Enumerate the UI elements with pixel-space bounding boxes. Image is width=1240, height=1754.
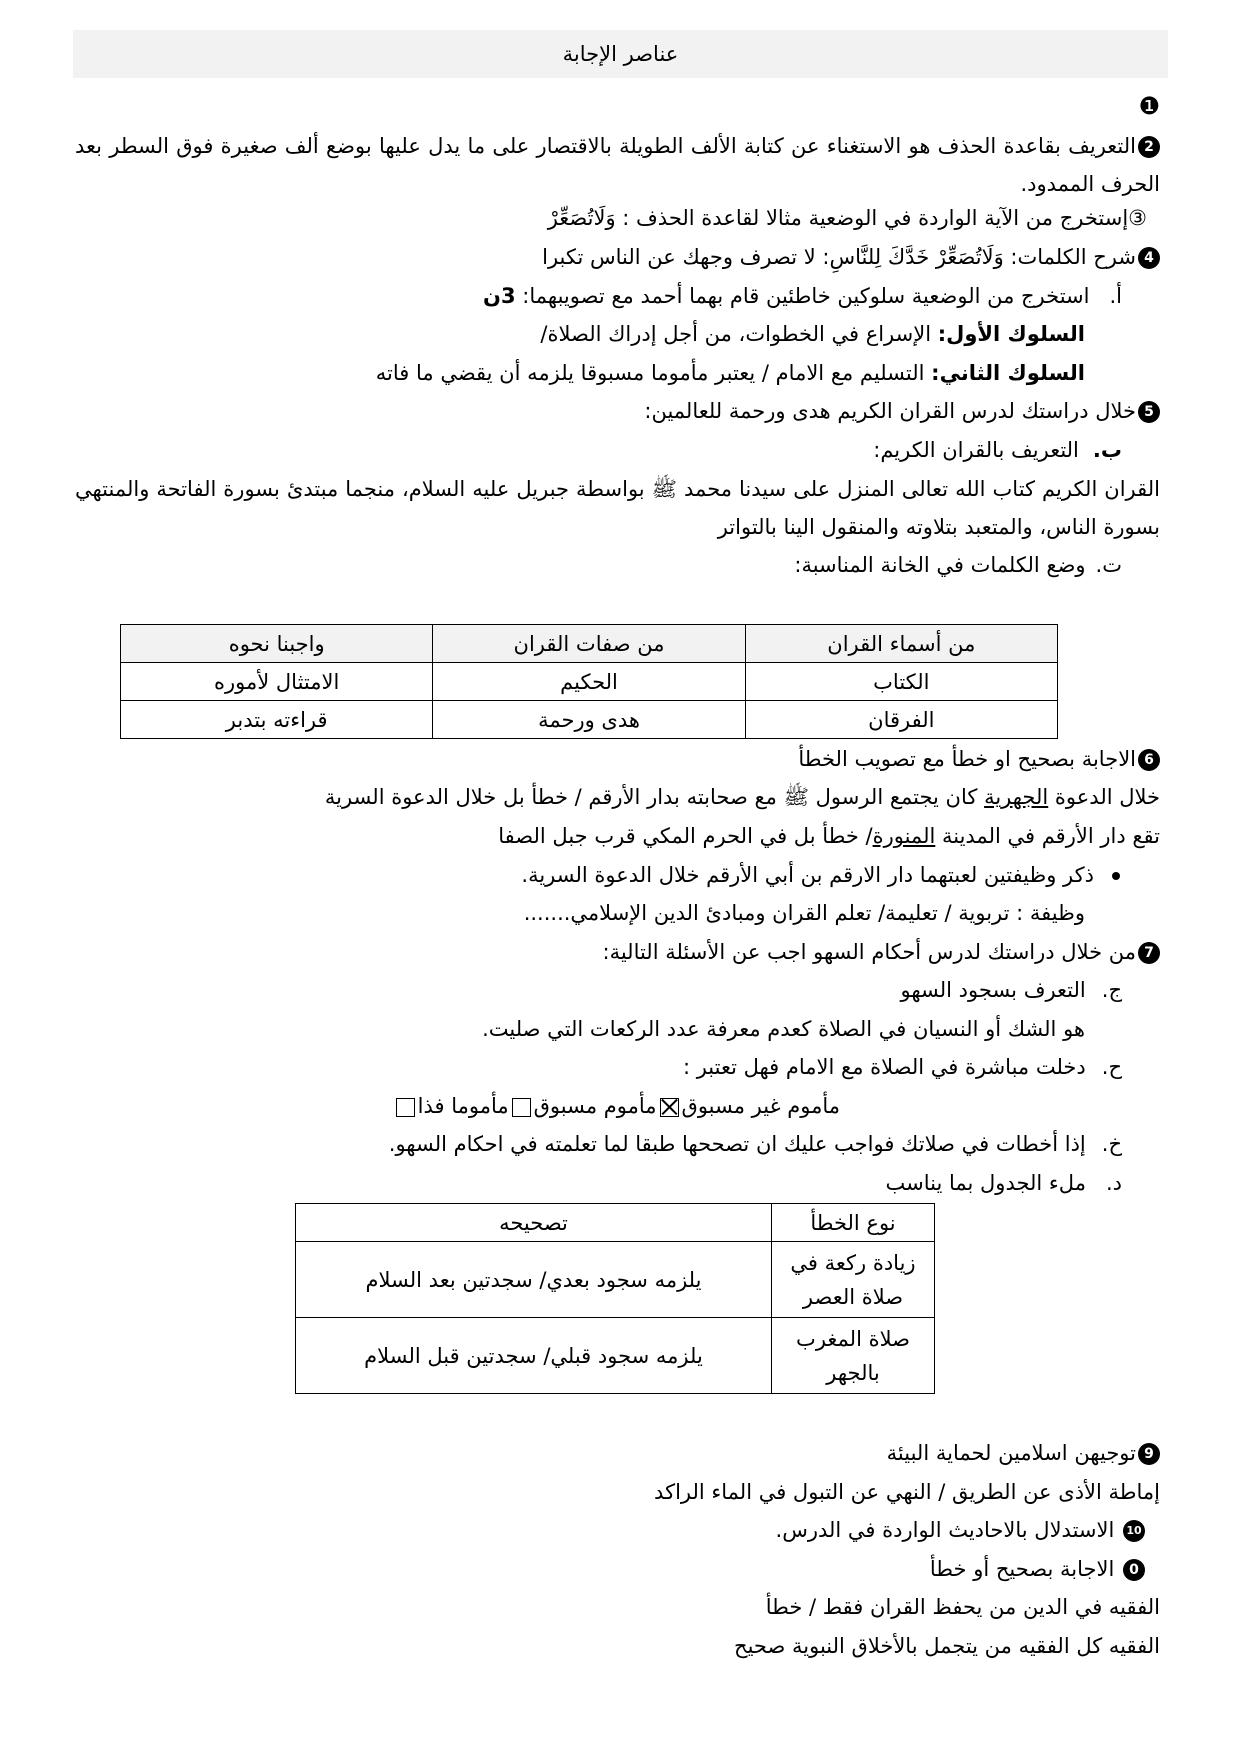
table-row <box>296 1242 935 1318</box>
table-header-row <box>121 625 1058 663</box>
question-5 <box>644 393 1160 429</box>
question-11-s2-text: الفقيه كل الفقيه من يتجمل بالأخلاق النبوية صحيح <box>734 1634 1160 1658</box>
question-1 <box>1138 88 1160 125</box>
question-7kh-text: إذا أخطات في صلاتك فواجب عليك ان تصححها طبقا لما تعلمته في احكام السهو. <box>388 1132 1086 1156</box>
question-2-marker: 2 <box>1138 136 1160 158</box>
question-5-text: خلال دراستك لدرس القران الكريم هدى ورحمة للعالمين: <box>644 399 1136 423</box>
question-4a-label: أ. <box>1109 284 1122 308</box>
table-header-cell: تصحيحه <box>296 1204 772 1242</box>
functions-line <box>524 895 1085 931</box>
statement-1 <box>325 779 1160 815</box>
bullet-item <box>521 857 1120 893</box>
table-cell: قراءته بتدبر <box>121 701 433 739</box>
question-7h-options <box>393 1088 840 1124</box>
table-cell: الفرقان <box>745 701 1057 739</box>
checkbox-icon[interactable] <box>396 1098 415 1117</box>
question-7-marker: 7 <box>1138 942 1160 964</box>
question-9 <box>887 1435 1160 1471</box>
quran-definition <box>75 470 1160 546</box>
question-7j-text: التعرف بسجود السهو <box>900 978 1086 1002</box>
question-1-marker: ❶ <box>1138 92 1160 120</box>
functions-text: وظيفة : تربوية / تعليمة/ تعلم القران ومبادئ الدين الإسلامي....... <box>523 901 1085 925</box>
question-11-s1 <box>766 1589 1160 1625</box>
option-latecomer: مأموم مسبوق <box>533 1094 657 1118</box>
question-5t <box>794 547 1122 583</box>
question-7h <box>683 1049 1122 1085</box>
question-11 <box>930 1551 1145 1587</box>
question-3-text: ③إستخرج من الآية الواردة في الوضعية مثالا لقاعدة الحذف : وَلَاتُصَعِّرْ <box>547 206 1147 230</box>
table-header-cell: من أسماء القران <box>745 625 1057 663</box>
statement-1-underlined: الجهرية <box>984 785 1049 809</box>
bullet-item-text: ذكر وظيفتين لعبتهما دار الارقم بن أبي الأرقم خلال الدعوة السرية. <box>521 863 1094 887</box>
question-2 <box>75 127 1160 203</box>
behavior-1 <box>540 316 1085 352</box>
question-7j <box>901 972 1122 1008</box>
question-4 <box>542 239 1160 275</box>
table-cell: الامتثال لأموره <box>121 663 433 701</box>
question-6-text: الاجابة بصحيح او خطأ مع تصويب الخطأ <box>798 747 1136 771</box>
question-3 <box>548 200 1147 236</box>
question-5b-label: ب. <box>1092 438 1122 462</box>
question-5b-text: التعريف بالقران الكريم: <box>873 438 1079 462</box>
question-4-text: شرح الكلمات: وَلَاتُصَعِّرْ خَدَّكَ لِلنَّاسِ: لا تصرف وجهك عن الناس تكبرا <box>542 245 1136 269</box>
bullet-icon <box>1112 872 1120 880</box>
question-4a-score: 3ن <box>483 284 516 308</box>
table-cell: الكتاب <box>745 663 1057 701</box>
option-alone: مأموما فذا <box>417 1094 509 1118</box>
page-header <box>73 30 1168 78</box>
statement-1-pre: خلال الدعوة <box>1048 785 1160 809</box>
table-cell: صلاة المغرب بالجهر <box>772 1318 935 1394</box>
question-11-text: الاجابة بصحيح أو خطأ <box>929 1557 1115 1581</box>
question-7d <box>886 1165 1122 1201</box>
table-cell: هدى ورحمة <box>433 701 745 739</box>
behavior-2-label: السلوك الثاني: <box>931 361 1085 385</box>
question-4-marker: 4 <box>1138 247 1160 269</box>
behavior-2-text: التسليم مع الامام / يعتبر مأموما مسبوقا يلزمه أن يقضي ما فاته <box>375 361 932 385</box>
table-row <box>296 1318 935 1394</box>
question-7j-answer-text: هو الشك أو النسيان في الصلاة كعدم معرفة عدد الركعات التي صليت. <box>482 1017 1085 1041</box>
question-11-marker: 0 <box>1123 1559 1145 1581</box>
quran-definition-text: القران الكريم كتاب الله تعالى المنزل على سيدنا محمد ﷺ بواسطة جبريل عليه السلام، منجما مبتدئ بسورة الفاتحة والمنتهي بسورة الناس، والمتعبد بتلاوته والمنقول الينا بالتواتر <box>75 477 1160 539</box>
question-11-s1-text: الفقيه في الدين من يحفظ القران فقط / خطأ <box>765 1595 1160 1619</box>
question-10-marker: 10 <box>1123 1520 1145 1542</box>
table-cell: الحكيم <box>433 663 745 701</box>
table-row <box>121 663 1058 701</box>
question-7kh <box>389 1126 1122 1162</box>
behavior-1-text: الإسراع في الخطوات، من أجل إدراك الصلاة/ <box>540 322 938 346</box>
page-title: عناصر الإجابة <box>562 42 679 66</box>
table-header-cell: من صفات القران <box>433 625 745 663</box>
errors-table <box>295 1203 935 1394</box>
question-5b <box>873 432 1122 468</box>
question-7-text: من خلال دراستك لدرس أحكام السهو اجب عن الأسئلة التالية: <box>602 940 1136 964</box>
question-7d-text: ملء الجدول بما يناسب <box>885 1171 1086 1195</box>
table-cell: زيادة ركعة في صلاة العصر <box>772 1242 935 1318</box>
question-7h-text: دخلت مباشرة في الصلاة مع الامام فهل تعتبر : <box>682 1055 1086 1079</box>
question-6-marker: 6 <box>1138 749 1160 771</box>
behavior-2 <box>376 355 1085 391</box>
question-4a <box>483 278 1122 314</box>
statement-2 <box>498 818 1160 854</box>
question-9-answer-text: إماطة الأذى عن الطريق / النهي عن التبول في الماء الراكد <box>654 1480 1160 1504</box>
question-7h-label: ح. <box>1101 1055 1122 1079</box>
table-header-cell: واجبنا نحوه <box>121 625 433 663</box>
question-7kh-label: خ. <box>1101 1132 1122 1156</box>
behavior-1-label: السلوك الأول: <box>937 322 1085 346</box>
question-6 <box>798 741 1160 777</box>
question-4a-text: استخرج من الوضعية سلوكين خاطئين قام بهما أحمد مع تصويبهما: <box>522 284 1090 308</box>
table-cell: يلزمه سجود بعدي/ سجدتين بعد السلام <box>296 1242 772 1318</box>
table-header-cell: نوع الخطأ <box>772 1204 935 1242</box>
statement-2-post: / خطأ بل في الحرم المكي قرب جبل الصفا <box>498 824 873 848</box>
statement-1-post: كان يجتمع الرسول ﷺ مع صحابته بدار الأرقم / خطأ بل خلال الدعوة السرية <box>324 785 985 809</box>
question-7j-answer <box>482 1011 1085 1047</box>
table-header-row <box>296 1204 935 1242</box>
question-7 <box>603 934 1161 970</box>
question-9-answer <box>654 1474 1160 1510</box>
question-7d-label: د. <box>1105 1171 1122 1195</box>
quran-table <box>120 624 1058 739</box>
question-10 <box>776 1512 1145 1548</box>
checked-checkbox-icon[interactable] <box>660 1098 679 1117</box>
question-11-s2 <box>734 1628 1160 1664</box>
option-non-latecomer: مأموم غير مسبوق <box>681 1094 840 1118</box>
question-2-text: التعريف بقاعدة الحذف هو الاستغناء عن كتابة الألف الطويلة بالاقتصار على ما يدل عليها بوضع ألف صغيرة فوق السطر بعد الحرف الممدود. <box>75 134 1160 196</box>
statement-2-pre: تقع دار الأرقم في المدينة <box>935 824 1160 848</box>
question-10-text: الاستدلال بالاحاديث الواردة في الدرس. <box>775 1518 1115 1542</box>
table-cell: يلزمه سجود قبلي/ سجدتين قبل السلام <box>296 1318 772 1394</box>
statement-2-underlined: المنورة <box>872 824 936 848</box>
question-9-marker: 9 <box>1138 1443 1160 1465</box>
question-5-marker: 5 <box>1138 401 1160 423</box>
question-5t-text: وضع الكلمات في الخانة المناسبة: <box>794 553 1086 577</box>
question-5t-label: ت. <box>1095 553 1122 577</box>
table-row <box>121 701 1058 739</box>
checkbox-icon[interactable] <box>512 1098 531 1117</box>
question-7j-label: ج. <box>1101 978 1122 1002</box>
question-9-text: توجيهن اسلامين لحماية البيئة <box>886 1441 1136 1465</box>
